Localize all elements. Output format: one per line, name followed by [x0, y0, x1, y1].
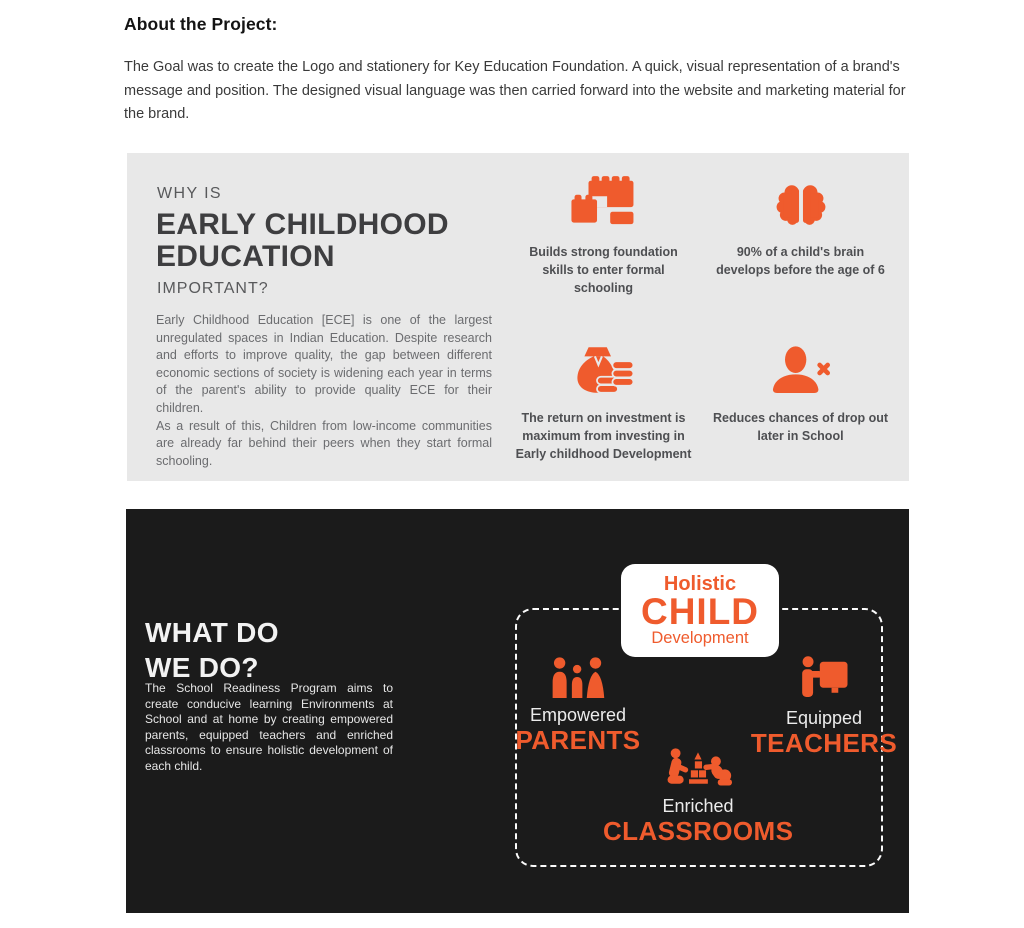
node-emphasis: TEACHERS — [750, 728, 898, 758]
why-body — [156, 312, 492, 470]
facts-grid — [505, 167, 899, 463]
node-label: Empowered — [529, 705, 627, 725]
teachers-node — [744, 655, 904, 757]
intro-paragraph: The Goal was to create the Logo and stationery for Key Education Foundation. A quick, visual representation of a brand's message and position. The designed visual language was then carried forward into the website and marketing material for the brand. — [124, 59, 906, 122]
fact-caption: The return on investment is maximum from investing in Early childhood Development — [515, 411, 692, 461]
fact-return-on-investment — [505, 333, 702, 463]
page-title: About the Project: — [124, 14, 278, 34]
what-heading-line1: WHAT DO — [145, 617, 279, 648]
node-emphasis: PARENTS — [515, 725, 641, 755]
why-heading-line1: EARLY CHILDHOOD — [156, 208, 449, 241]
fact-caption: 90% of a child's brain develops before the age of 6 — [716, 245, 885, 277]
why-heading-post: IMPORTANT? — [157, 280, 269, 297]
why-paragraph-2: As a result of this, Children from low-income communities are already far behind their peers when they start formal schooling. — [156, 418, 492, 468]
why-heading — [156, 185, 449, 298]
node-label: Equipped — [785, 708, 863, 728]
card-line1: Holistic — [663, 573, 737, 595]
teacher-board-icon — [744, 655, 904, 702]
family-icon — [503, 655, 653, 699]
fact-dropout-reduction — [702, 333, 899, 463]
why-heading-line2: EDUCATION — [156, 240, 335, 273]
classrooms-node — [603, 747, 793, 845]
holistic-child-card — [621, 564, 779, 657]
why-paragraph-1: Early Childhood Education [ECE] is one of the largest unregulated spaces in Indian Education. Despite research and efforts to improve quality, the gap between different economic sections of society is widening each year in terms of the parent's ability to provide quality ECE for their children. — [156, 313, 492, 415]
what-paragraph: The School Readiness Program aims to create conducive learning Environments at School and at home by creating empowered parents, equipped teachers and enriched classrooms to ensure holistic development of each child. — [145, 681, 393, 773]
money-bag-icon — [505, 333, 702, 401]
dropout-person-icon — [702, 333, 899, 401]
fact-foundation-skills — [505, 167, 702, 297]
node-emphasis: CLASSROOMS — [603, 816, 794, 846]
building-blocks-icon — [505, 167, 702, 235]
what-heading — [145, 615, 279, 685]
what-heading-line2: WE DO? — [145, 652, 259, 683]
fact-caption: Reduces chances of drop out later in School — [712, 411, 889, 443]
why-ece-panel — [127, 153, 909, 481]
children-playing-icon — [603, 747, 793, 790]
node-label: Enriched — [662, 796, 734, 816]
card-line3: Development — [651, 629, 749, 647]
what-we-do-panel — [126, 509, 909, 913]
why-heading-pre: WHY IS — [157, 185, 223, 202]
fact-brain-development — [702, 167, 899, 297]
parents-node — [503, 655, 653, 754]
card-line2: CHILD — [640, 591, 760, 632]
fact-caption: Builds strong foundation skills to enter formal schooling — [529, 245, 678, 295]
brain-icon — [702, 167, 899, 235]
